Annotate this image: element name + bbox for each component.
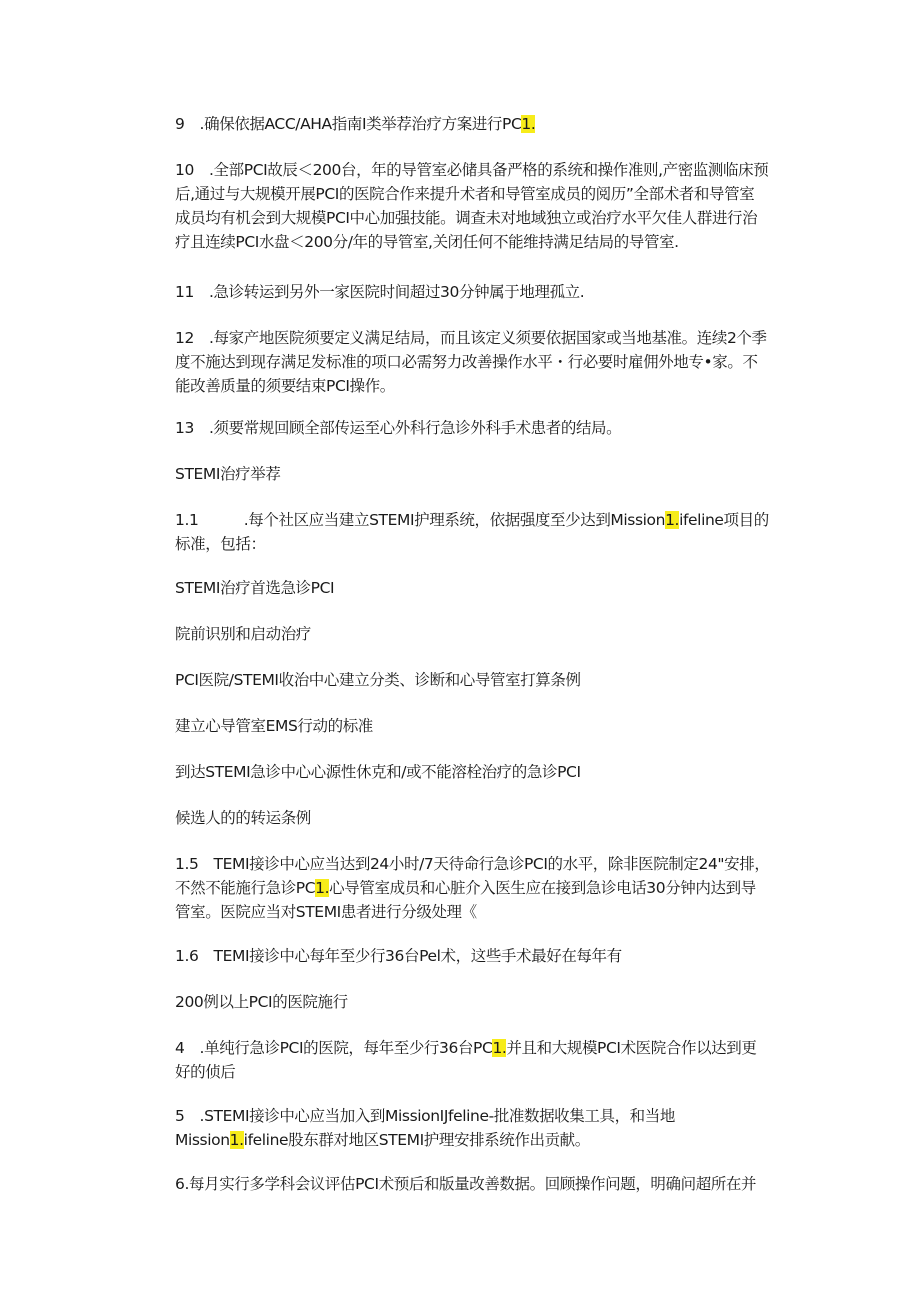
text-line [175, 374, 775, 398]
text-segment: ifeline项目的 [679, 511, 769, 529]
text-segment: PCI医院/STEMI收治中心建立分类、诊断和心导管室打算条例 [175, 671, 581, 689]
text-line [175, 622, 775, 646]
paragraph [175, 1036, 775, 1084]
paragraph [175, 158, 775, 254]
text-line [175, 158, 775, 182]
text-line [175, 668, 775, 692]
text-segment: 到达STEMI急诊中心心源性休克和/或不能溶栓治疗的急诊PCI [175, 763, 581, 781]
text-line [175, 1172, 775, 1196]
text-line [175, 206, 775, 230]
text-segment: STEMI治疗举荐 [175, 465, 281, 483]
paragraph [175, 714, 775, 738]
paragraph [175, 1104, 775, 1152]
text-line [175, 760, 775, 784]
paragraph [175, 416, 775, 440]
text-line [175, 852, 775, 876]
text-segment: 后,通过与大规模开展PCI的医院合作来提升术者和导管室成员的阅历”全部术者和导管室 [175, 185, 755, 203]
text-line [175, 1104, 775, 1128]
text-segment: 5 .STEMI接诊中心应当加入到MissionIJfeline-批准数据收集工具，和当地 [175, 1107, 675, 1125]
text-segment: 9 .确保依据ACC/AHA指南I类举荐治疗方案进行PC [175, 115, 522, 133]
text-line [175, 182, 775, 206]
text-segment: 1.1 .每个社区应当建立STEMI护理系统，依据强度至少达到Mission [175, 511, 666, 529]
highlighted-text: 1. [229, 1131, 244, 1149]
text-line [175, 350, 775, 374]
text-line [175, 416, 775, 440]
text-line [175, 806, 775, 830]
text-segment: 度不施达到现存满足发标准的项口必需努力改善操作水平・行必要时雇佣外地专•家。不 [175, 353, 758, 371]
text-line [175, 876, 775, 900]
text-segment: 候选人的的转运条例 [175, 809, 311, 827]
text-segment: 建立心导管室EMS行动的标准 [175, 717, 373, 735]
paragraph [175, 990, 775, 1014]
text-segment: 疗且连续PCI水盘＜200分/年的导管室,关闭任何不能维持满足结局的导管室. [175, 233, 679, 251]
text-line [175, 1036, 775, 1060]
text-segment: 1.5 TEMI接诊中心应当达到24小时/7天待命行急诊PCI的水平，除非医院制定24"安排， [175, 855, 770, 873]
text-segment: 并且和大规模PCI术医院合作以达到更 [506, 1039, 757, 1057]
text-segment: 13 .须要常规回顾全部传运至心外科行急诊外科手术患者的结局。 [175, 419, 622, 437]
highlighted-text: 1. [665, 511, 680, 529]
paragraph [175, 280, 775, 304]
text-segment: 不然不能施行急诊PC [175, 879, 316, 897]
text-line [175, 990, 775, 1014]
paragraph [175, 508, 775, 556]
highlighted-text: 1. [315, 879, 330, 897]
text-line [175, 508, 775, 532]
paragraph [175, 806, 775, 830]
paragraph [175, 462, 775, 486]
text-segment: 12 .每家产地医院须要定义满足结局，而且该定义须要依据国家或当地基准。连续2个季 [175, 329, 767, 347]
text-line [175, 1060, 775, 1084]
paragraph [175, 1172, 775, 1196]
highlighted-text: 1. [521, 115, 536, 133]
text-segment: 4 .单纯行急诊PCI的医院，每年至少行36台PC [175, 1039, 493, 1057]
text-segment: 成员均有机会到大规模PCI中心加强技能。调查未对地域独立或治疗水平欠佳人群进行治 [175, 209, 758, 227]
text-segment: 200例以上PCI的医院施行 [175, 993, 348, 1011]
text-segment: Mission [175, 1131, 230, 1149]
text-segment: 心导管室成员和心脏介入医生应在接到急诊电话30分钟内达到导 [329, 879, 756, 897]
text-line [175, 280, 775, 304]
text-segment: 院前识别和启动治疗 [175, 625, 311, 643]
text-segment: 10 .全部PCI故辰＜200台，年的导管室必储具备严格的系统和操作准则,产密监测临床预 [175, 161, 769, 179]
text-segment: 能改善质量的须要结束PCI操作。 [175, 377, 395, 395]
text-line [175, 462, 775, 486]
text-line [175, 900, 775, 924]
paragraph [175, 622, 775, 646]
text-segment: 11 .急诊转运到另外一家医院时间超过30分钟属于地理孤立. [175, 283, 585, 301]
text-line [175, 944, 775, 968]
text-segment: 1.6 TEMI接诊中心每年至少行36台Pel术，这些手术最好在每年有 [175, 947, 622, 965]
text-segment: 管室。医院应当对STEMI患者进行分级处理《 [175, 903, 477, 921]
highlighted-text: 1. [492, 1039, 507, 1057]
text-line [175, 326, 775, 350]
paragraph [175, 944, 775, 968]
text-line [175, 112, 775, 136]
paragraph [175, 760, 775, 784]
text-segment: ifeline股东群对地区STEMI护理安排系统作出贡献。 [243, 1131, 590, 1149]
paragraph [175, 576, 775, 600]
paragraph [175, 112, 775, 136]
paragraph [175, 668, 775, 692]
text-line [175, 532, 775, 556]
text-segment: 标准，包括： [175, 535, 266, 553]
paragraph [175, 326, 775, 398]
text-line [175, 576, 775, 600]
text-line [175, 230, 775, 254]
text-line [175, 714, 775, 738]
paragraph [175, 852, 775, 924]
text-line [175, 1128, 775, 1152]
text-segment: STEMI治疗首选急诊PCI [175, 579, 335, 597]
text-segment: 6.每月实行多学科会议评估PCI术预后和版量改善数据。回顾操作问题，明确问超所在并 [175, 1175, 757, 1193]
text-segment: 好的侦后 [175, 1063, 236, 1081]
